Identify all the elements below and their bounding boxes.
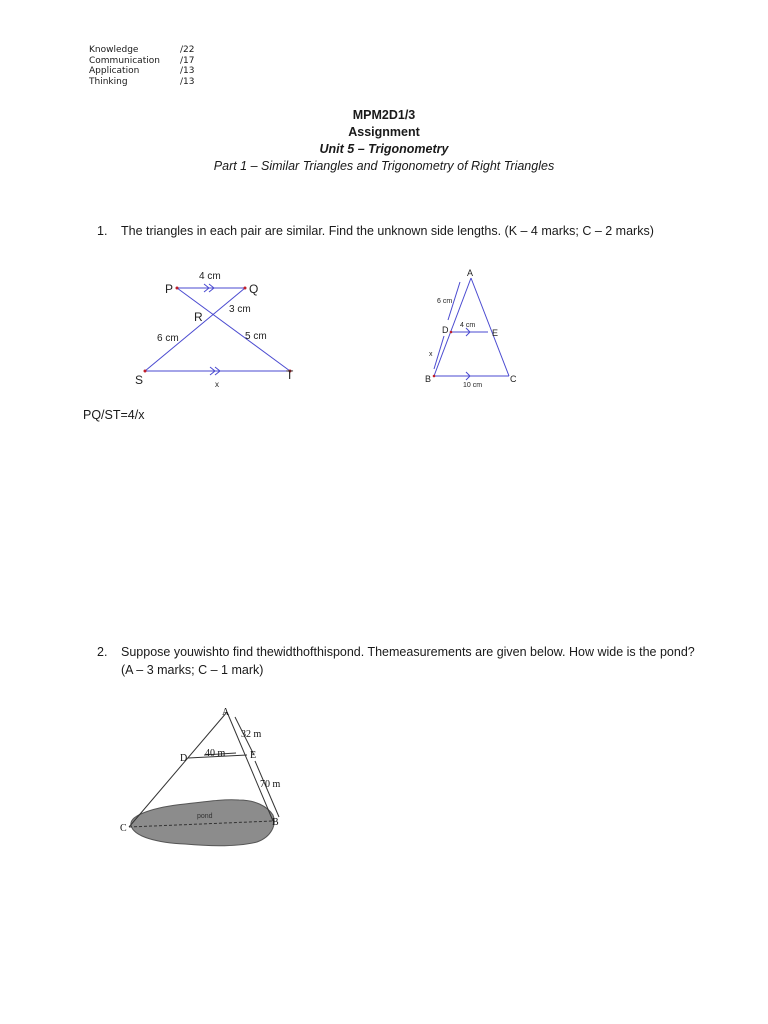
- label-eb-length: 70 m: [260, 779, 281, 790]
- label-de-length: 40 m: [205, 748, 226, 759]
- label-q: Q: [249, 282, 259, 296]
- marks-score: /13: [180, 66, 195, 77]
- label-ad-length: 6 cm: [437, 298, 453, 305]
- label-a: A: [222, 707, 230, 718]
- label-ae-length: 32 m: [241, 729, 262, 740]
- label-e: E: [250, 750, 257, 761]
- point-p: [176, 287, 179, 290]
- marks-category: Thinking: [89, 77, 128, 88]
- segment-ac: [471, 278, 509, 376]
- unit-title: Unit 5 – Trigonometry: [319, 142, 449, 156]
- figure-pond: [115, 703, 290, 853]
- question-2: [97, 643, 697, 679]
- label-db-length: x: [429, 351, 433, 358]
- figure-similar-triangles-abcde: [420, 265, 530, 395]
- label-pq-length: 4 cm: [199, 271, 221, 282]
- label-de-length: 4 cm: [460, 322, 476, 329]
- marks-score: /22: [180, 45, 195, 55]
- label-bc-length: 10 cm: [463, 382, 483, 389]
- student-answer: PQ/ST=4/x: [83, 408, 145, 422]
- label-pond: pond: [197, 813, 213, 820]
- marks-row-application: [89, 66, 194, 77]
- document-header: [0, 107, 768, 175]
- marks-score: /13: [180, 77, 195, 88]
- assignment-title: Assignment: [348, 125, 420, 139]
- label-s: S: [135, 373, 144, 387]
- marks-category: Communication: [89, 55, 160, 66]
- point-d: [450, 331, 453, 334]
- question-number: 2.: [97, 645, 108, 659]
- label-a: A: [467, 268, 474, 278]
- point-q: [244, 287, 247, 290]
- marks-score: /17: [180, 55, 195, 66]
- label-e: E: [492, 328, 499, 338]
- label-t: T: [286, 368, 294, 382]
- label-b: B: [425, 374, 432, 384]
- marks-row-communication: [89, 56, 194, 67]
- question-text: Suppose youwishto find thewidthofthispond. Themeasurements are given below. How wide is the pond? (A – 3 marks; C – 1 mark): [121, 645, 695, 677]
- marks-row-thinking: [89, 77, 194, 88]
- label-r: R: [194, 310, 203, 324]
- label-c: C: [120, 823, 127, 834]
- label-rq-length: 3 cm: [229, 304, 251, 315]
- point-b: [433, 375, 436, 378]
- point-s: [144, 370, 147, 373]
- part-title: Part 1 – Similar Triangles and Trigonometry of Right Triangles: [213, 159, 555, 173]
- marks-row-knowledge: [89, 45, 194, 56]
- figure-similar-triangles-pqrst: [130, 262, 310, 392]
- question-1: [97, 222, 697, 240]
- label-c: C: [510, 374, 517, 384]
- marks-table: [89, 45, 194, 88]
- label-p: P: [165, 282, 174, 296]
- marks-category: Application: [89, 66, 140, 77]
- label-d: D: [442, 325, 449, 335]
- question-number: 1.: [97, 224, 108, 238]
- segment-pt: [177, 288, 290, 371]
- question-text: The triangles in each pair are similar. Find the unknown side lengths. (K – 4 marks; C – 2 marks): [121, 224, 654, 238]
- label-st-length: x: [215, 380, 219, 389]
- marks-category: Knowledge: [89, 45, 139, 55]
- label-pr-length: 6 cm: [157, 333, 179, 344]
- label-d: D: [180, 753, 188, 764]
- label-b: B: [272, 817, 279, 828]
- pond-shape: [131, 800, 274, 846]
- label-rs-length: 5 cm: [245, 331, 267, 342]
- course-code: MPM2D1/3: [352, 108, 416, 122]
- segment-qs: [145, 288, 245, 371]
